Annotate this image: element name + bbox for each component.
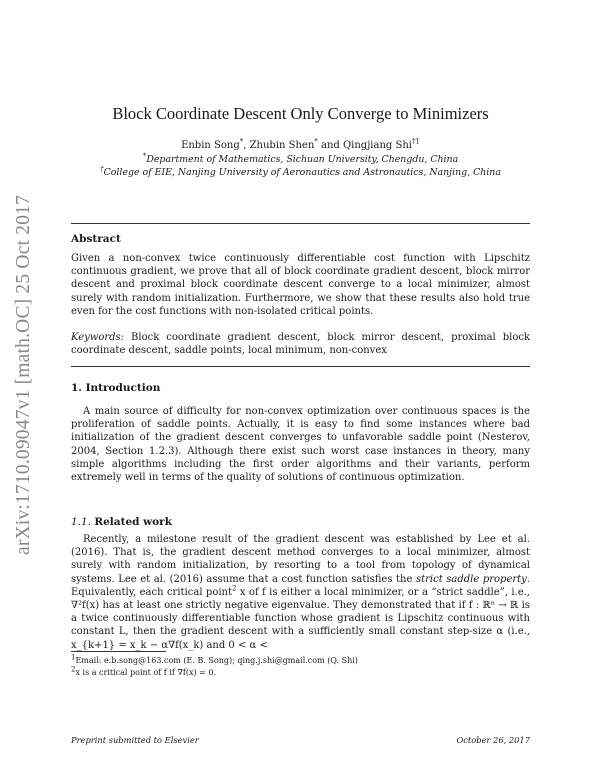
affiliation-text: College of EIE, Nanjing University of Aeronautics and Astronautics, Nanjing, China — [103, 167, 501, 178]
footnote-rule — [71, 651, 166, 652]
author-mark: * — [239, 137, 244, 146]
page-footer — [71, 735, 530, 745]
author-name: and Qingjiang Shi — [317, 140, 412, 151]
keywords — [71, 331, 530, 357]
affiliation-text: Department of Mathematics, Sichuan University, Chengdu, China — [146, 154, 459, 165]
footnote-mark: 1 — [71, 653, 76, 662]
related-text: Recently, a milestone result of the gradient descent was established by Lee et al. (2016). That is, the gradient descent method converges to a local minimizer, almost surely with random initialization, by resorting to a tool from topology of dynamical systems. Lee et al. (2016) assume that a cost function satisfies the — [71, 534, 530, 585]
author-mark: * — [314, 137, 318, 146]
footnote-text: x is a critical point of f if ∇f(x) = 0. — [75, 668, 217, 677]
footnote-mark: 2 — [71, 665, 76, 674]
author-mark: †1 — [411, 137, 420, 146]
footnote-2 — [71, 667, 530, 679]
arxiv-stamp: arXiv:1710.09047v1 [math.OC] 25 Oct 2017 — [13, 194, 34, 556]
section-heading: 1. Introduction — [71, 382, 161, 394]
keywords-text: Block coordinate gradient descent, block mirror descent, proximal block coordinate descent, saddle points, local minimum, non-convex — [71, 332, 531, 357]
footnote-text: Email: e.b.song@163.com (E. B. Song); qing.j.shi@gmail.com (Q. Shi) — [75, 656, 358, 665]
author-name: , Zhubin Shen — [243, 140, 315, 151]
affiliation-mark: † — [100, 164, 104, 173]
keywords-label: Keywords: — [71, 332, 125, 343]
related-emphasis: strict saddle property — [415, 573, 527, 585]
author-line — [71, 137, 530, 151]
intro-paragraph: A main source of difficulty for non-convex optimization over continuous spaces is the proliferation of saddle points. Actually, it is easy to find some instances where bad initialization of the gradient descent converges to unfavorable saddle point (Nesterov, 2004, Section 1.2.3). Although there exist such worst case instances in theory, many simple algorithms including the first order algorithms and their variants, perform extremely well in terms of the quality of solutions of continuous optimization. — [71, 406, 530, 484]
footer-date: October 26, 2017 — [456, 735, 530, 745]
affiliation-mark: * — [142, 151, 147, 160]
subsection-heading — [71, 516, 530, 528]
subsection-number: 1.1. — [71, 516, 92, 528]
abstract-top-rule — [71, 223, 530, 224]
footer-preprint: Preprint submitted to Elsevier — [71, 735, 199, 745]
abstract-heading: Abstract — [71, 233, 121, 245]
footnote-ref[interactable]: 2 — [232, 584, 237, 593]
related-text: . Equivalently, each critical point — [71, 573, 530, 598]
related-text: x of f is either a local minimizer, or a “strict saddle”, i.e., ∇²f(x) has at least one strictly negative eigenvalue. They demonstrated that if f : ℝⁿ → ℝ is a twice continuously differentiable function whose gradient is Lipschitz continuous with constant L, then the gradient descent with a sufficiently small constant step-size α (i.e., x_{k+1} = x_k − α∇f(x_k) and 0 < α < — [71, 586, 530, 651]
footnote-1 — [71, 655, 530, 667]
abstract-text: Given a non-convex twice continuously differentiable cost function with Lipschitz continuous gradient, we prove that all of block coordinate gradient descent, block mirror descent and proximal block coordinate descent converge to a local minimizer, almost surely with random initialization. Furthermore, we show that these results also hold true even for the cost functions with non-isolated critical points. — [71, 253, 530, 317]
author-name: Enbin Song — [181, 140, 240, 151]
paper-title: Block Coordinate Descent Only Converge to Minimizers — [112, 104, 489, 123]
affiliation — [71, 153, 530, 166]
related-work-paragraph — [71, 533, 530, 652]
affiliation — [71, 166, 530, 179]
subsection-title: Related work — [94, 516, 172, 528]
abstract-bottom-rule — [71, 366, 530, 367]
